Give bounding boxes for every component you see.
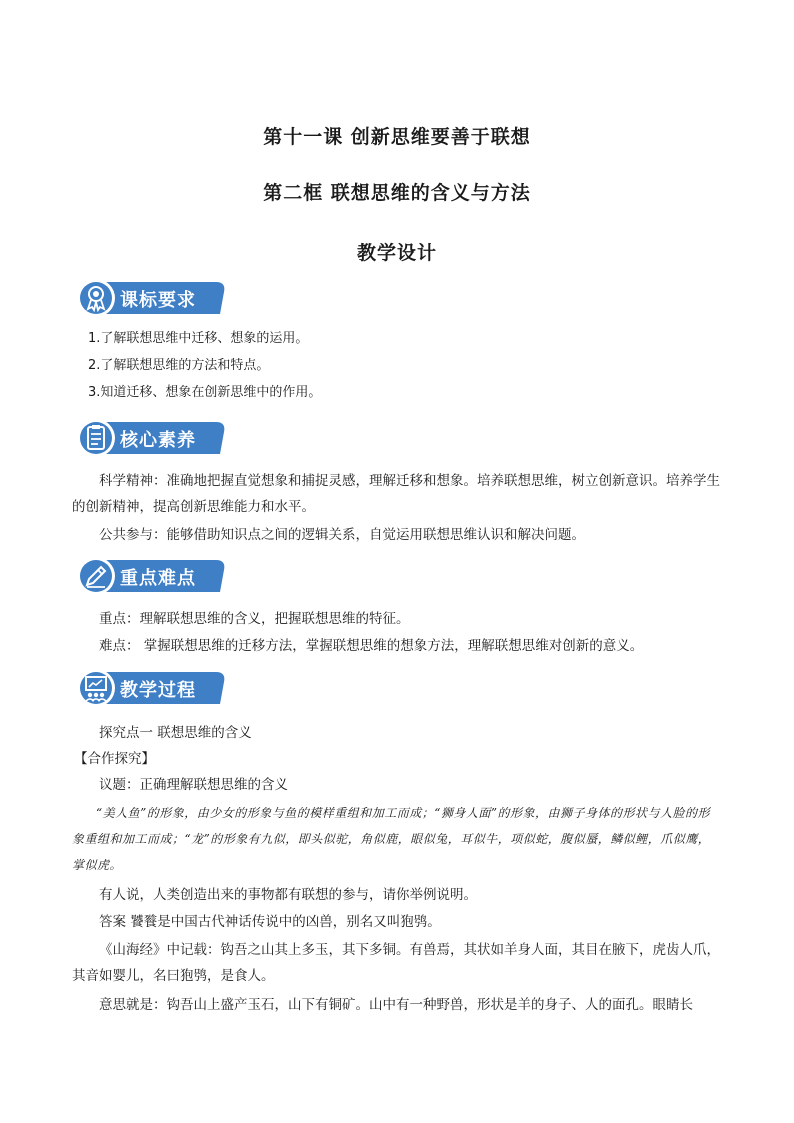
cooperation-heading: 【合作探究】 <box>74 751 155 767</box>
clipboard-list-icon <box>76 418 116 458</box>
answer-line: 答案 饕餮是中国古代神话传说中的凶兽，别名又叫狍鸮。 <box>99 914 441 930</box>
section-title: 第二框 联想思维的含义与方法 <box>263 182 531 204</box>
literacy-public: 公共参与：能够借助知识点之间的逻辑关系，自觉运用联想思维认识和解决问题。 <box>99 527 585 543</box>
section-header-curriculum <box>76 278 228 318</box>
pencil-icon <box>76 556 116 596</box>
section-label: 课标要求 <box>120 290 196 311</box>
classic-quote: 《山海经》中记载：钩吾之山其上多玉，其下多铜。有兽焉，其状如羊身人面，其目在腋下，虎齿人爪，其音如婴儿，名曰狍鸮，是食人。 <box>72 942 720 984</box>
meaning-explanation: 意思就是：钩吾山上盛产玉石，山下有铜矿。山中有一种野兽，形状是羊的身子、人的面孔。眼睛长 <box>99 997 693 1013</box>
requirement-item: 1.了解联想思维中迁移、想象的运用。 <box>88 331 309 346</box>
material-passage: “美人鱼”的形象，由少女的形象与鱼的模样重组和加工而成；“狮身人面”的形象，由狮子身体的形状与人脸的形象重组和加工而成；“龙”的形象有九似，即头似驼，角似鹿，眼似兔，耳似牛，项似蛇，腹似蜃，鳞似鲤，爪似鹰，掌似虎。 <box>72 806 711 872</box>
lesson-title: 第十一课 创新思维要善于联想 <box>263 126 531 148</box>
section-label: 教学过程 <box>120 680 196 701</box>
literacy-science: 科学精神：准确地把握直觉想象和捕捉灵感，理解迁移和想象。培养联想思维，树立创新意识。培养学生的创新精神，提高创新思维能力和水平。 <box>72 473 720 515</box>
key-point: 重点：理解联想思维的含义，把握联想思维的特征。 <box>99 611 410 627</box>
requirement-item: 3.知道迁移、想象在创新思维中的作用。 <box>88 385 322 400</box>
section-header-keypoints <box>76 556 228 596</box>
section-label: 重点难点 <box>120 568 196 589</box>
presentation-board-icon <box>76 668 116 708</box>
inquiry-point-title: 探究点一 联想思维的含义 <box>99 725 252 741</box>
award-ribbon-icon <box>76 278 116 318</box>
discussion-question: 有人说，人类创造出来的事物都有联想的参与，请你举例说明。 <box>99 887 477 903</box>
section-label: 核心素养 <box>120 430 196 451</box>
doc-type-title: 教学设计 <box>356 242 437 264</box>
requirement-item: 2.了解联想思维的方法和特点。 <box>88 358 270 373</box>
section-header-process <box>76 668 228 708</box>
difficult-point: 难点： 掌握联想思维的迁移方法，掌握联想思维的想象方法，理解联想思维对创新的意义。 <box>99 638 644 654</box>
discussion-topic: 议题：正确理解联想思维的含义 <box>99 777 288 793</box>
section-header-literacy <box>76 418 228 458</box>
